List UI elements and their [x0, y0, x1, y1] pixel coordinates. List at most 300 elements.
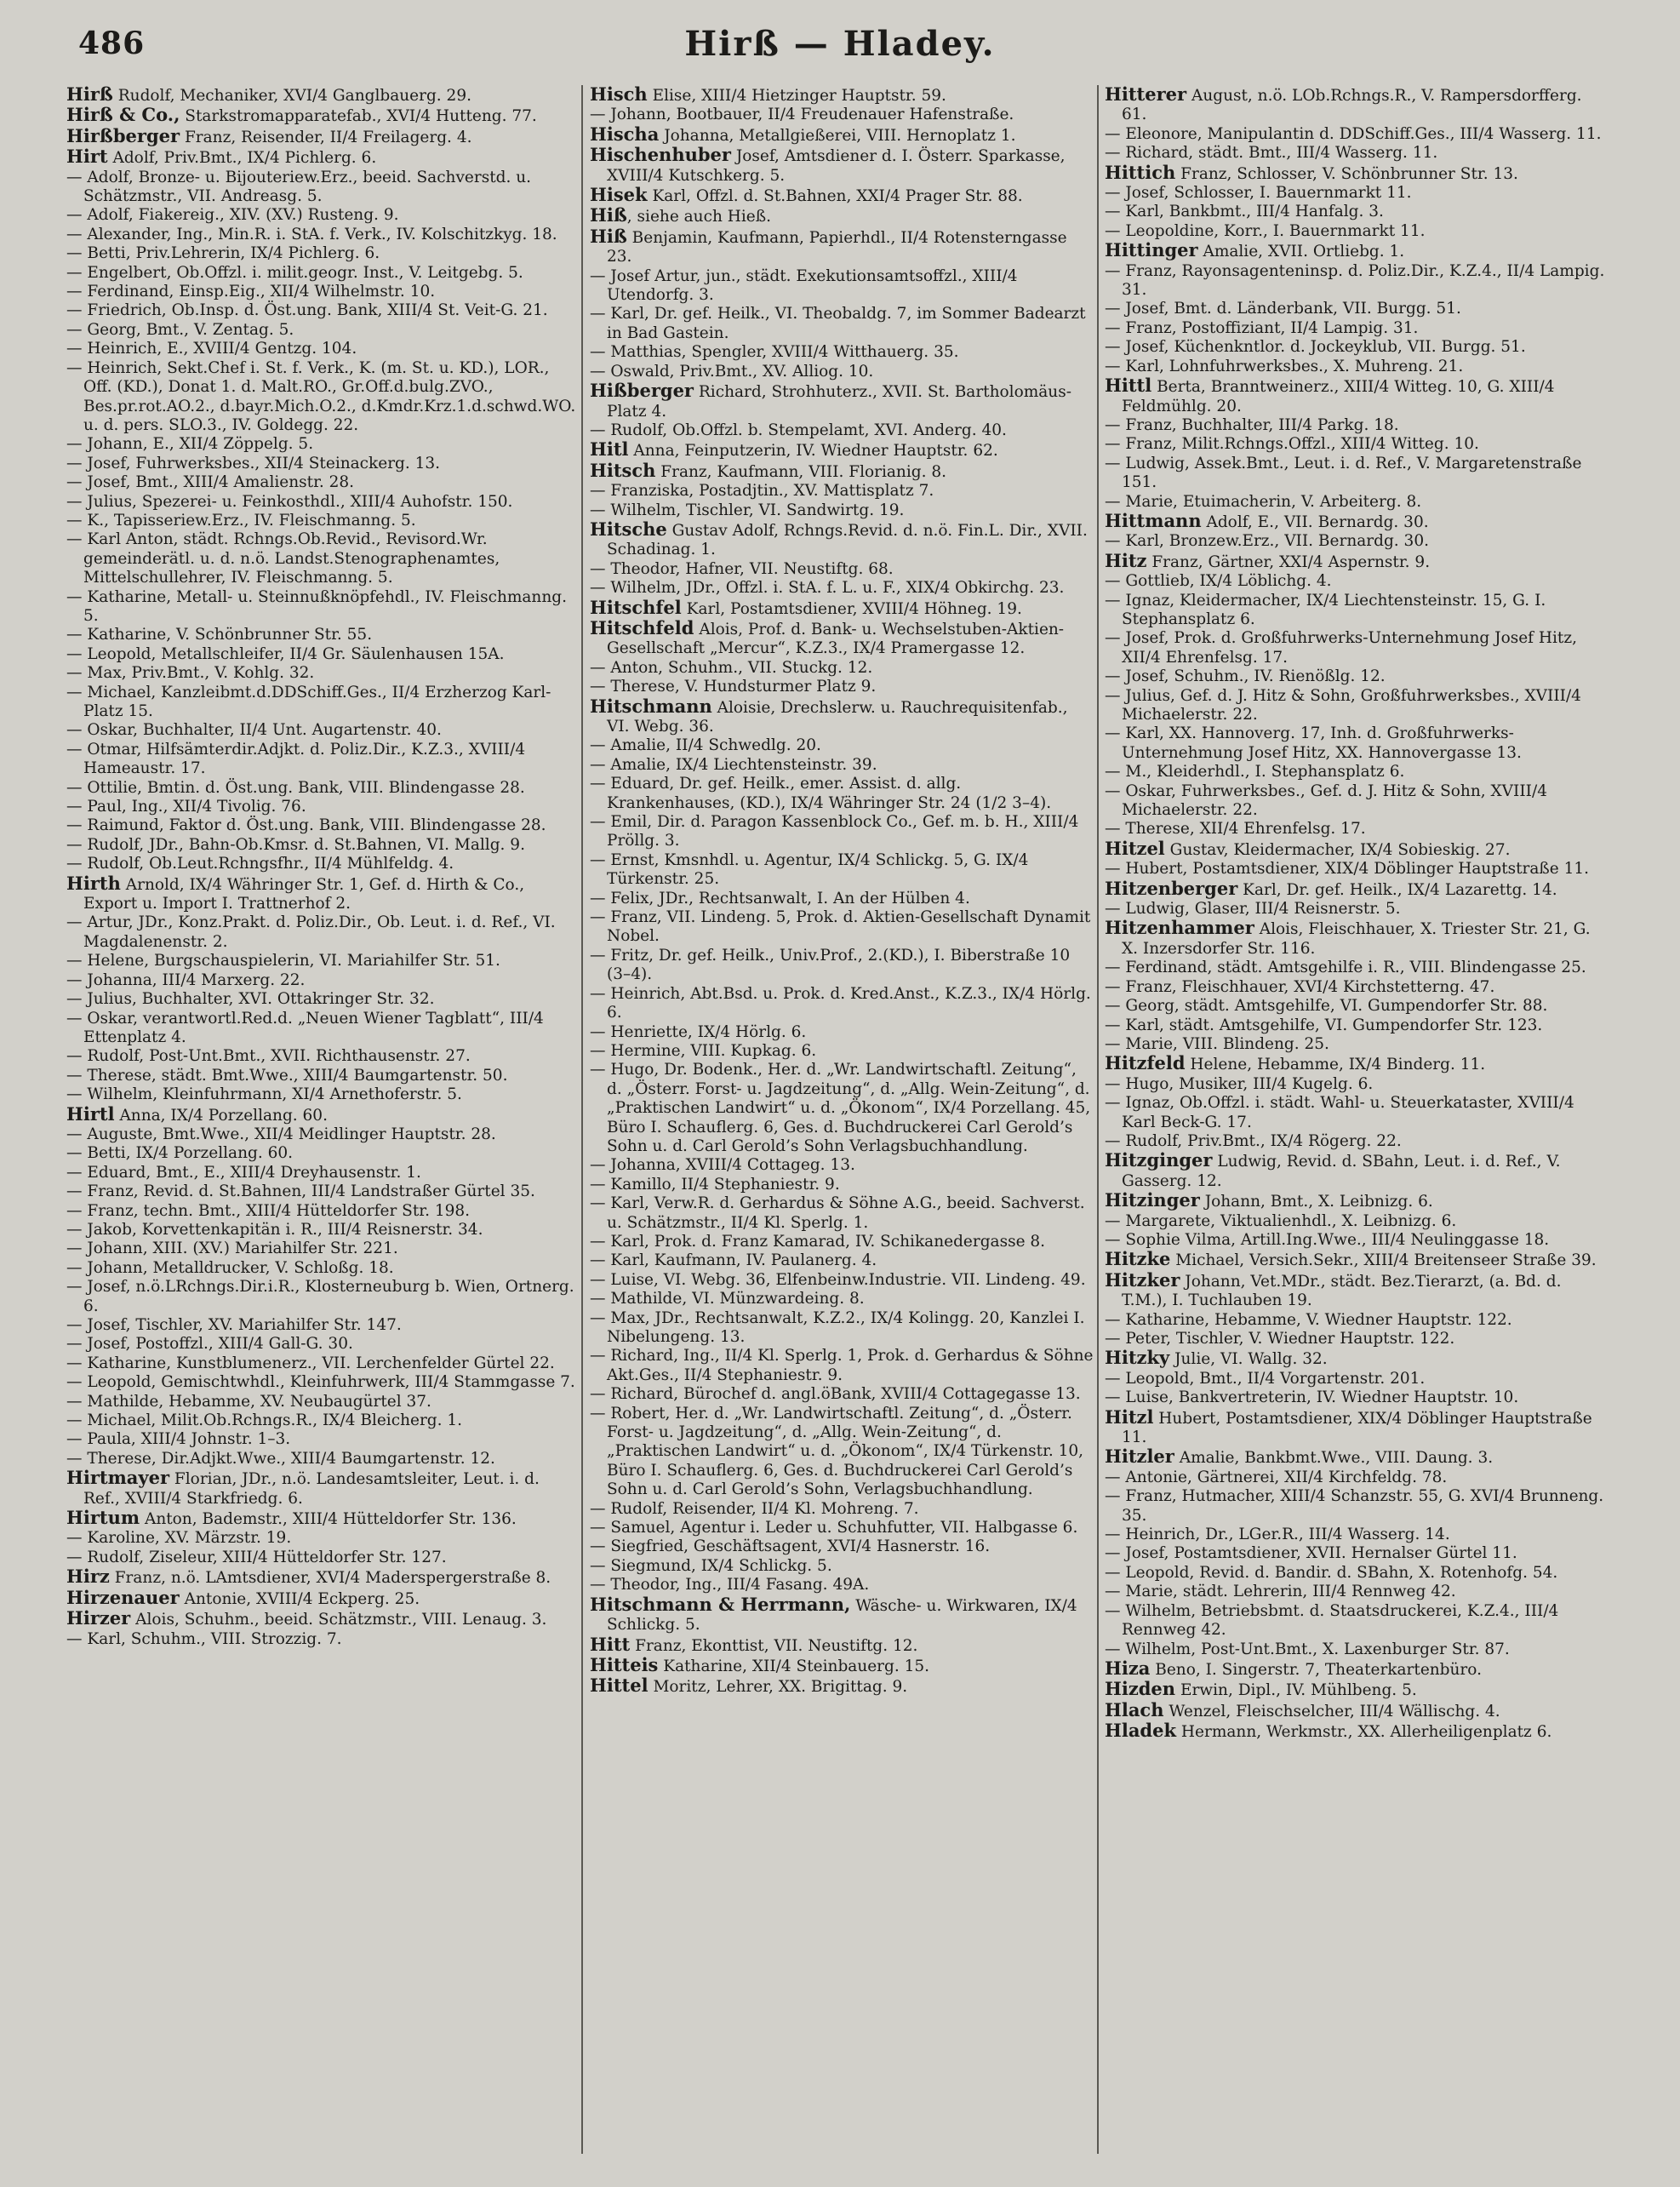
- entry-text: — Franz, Rayonsagenteninsp. d. Poliz.Dir., K.Z.4., II/4 Lampig. 31.: [1105, 261, 1605, 300]
- entry-headword: Hiza: [1105, 1657, 1151, 1679]
- entry-text: — Hugo, Musiker, III/4 Kugelg. 6.: [1105, 1074, 1374, 1093]
- directory-entry: [590, 775, 1094, 813]
- entry-text: — Karl, Schuhm., VIII. Strozzig. 7.: [66, 1629, 342, 1648]
- directory-entry: [590, 560, 1094, 579]
- entry-text: — Therese, Dir.Adjkt.Wwe., XIII/4 Baumgartenstr. 12.: [66, 1449, 495, 1468]
- entry-text: Anna, IX/4 Porzellang. 60.: [114, 1106, 328, 1125]
- directory-entry: [66, 1430, 577, 1449]
- entry-text: — Franz, techn. Bmt., XIII/4 Hütteldorfer Str. 198.: [66, 1201, 471, 1220]
- directory-entry: [1105, 667, 1610, 686]
- entry-text: — Betti, Priv.Lehrerin, IX/4 Pichlerg. 6.: [66, 244, 380, 263]
- directory-entry: [1105, 1151, 1610, 1191]
- directory-entry: [1105, 592, 1610, 630]
- entry-headword: Hittel: [590, 1675, 649, 1697]
- directory-entry: [66, 1411, 577, 1430]
- directory-entry: [590, 146, 1094, 186]
- directory-entry: [590, 1537, 1094, 1556]
- entry-text: — Josef, Bmt., XIII/4 Amalienstr. 28.: [66, 473, 355, 492]
- entry-text: Franz, n.ö. LAmtsdiener, XVI/4 Maderspergerstraße 8.: [109, 1569, 551, 1588]
- directory-entry: [1105, 1054, 1610, 1074]
- directory-entry: [1105, 1016, 1610, 1035]
- entry-text: — Richard, städt. Bmt., III/4 Wasserg. 11.: [1105, 144, 1438, 163]
- entry-text: — Leopoldine, Korr., I. Bauernmarkt 11.: [1105, 221, 1426, 240]
- entry-headword: Hlach: [1105, 1698, 1164, 1720]
- entry-text: Franz, Ekonttist, VII. Neustiftg. 12.: [630, 1636, 918, 1655]
- entry-text: Wäsche- u. Wirkwaren, IX/4 Schlickg. 5.: [607, 1596, 1077, 1635]
- entry-text: — Max, Priv.Bmt., V. Kohlg. 32.: [66, 664, 315, 683]
- entry-text: — Betti, IX/4 Porzellang. 60.: [66, 1144, 294, 1163]
- entry-headword: Hitl: [590, 438, 629, 461]
- entry-text: — Michael, Milit.Ob.Rchngs.R., IX/4 Bleicherg. 1.: [66, 1411, 463, 1430]
- directory-entry: [1105, 879, 1610, 900]
- entry-text: — Franz, Milit.Rchngs.Offzl., XIII/4 Witteg. 10.: [1105, 435, 1479, 454]
- entry-headword: Hitterer: [1105, 85, 1187, 105]
- entry-text: — Franz, Buchhalter, III/4 Parkg. 18.: [1105, 415, 1399, 434]
- directory-entry: [590, 1347, 1094, 1385]
- directory-entry: [1105, 687, 1610, 725]
- directory-entry: [66, 435, 577, 454]
- entry-text: Franz, Gärtner, XXI/4 Aspernstr. 9.: [1146, 552, 1431, 571]
- directory-entry: [1105, 572, 1610, 591]
- entry-text: — Raimund, Faktor d. Öst.ung. Bank, VIII. Blindengasse 28.: [66, 816, 546, 835]
- directory-entry: [590, 1635, 1094, 1656]
- entry-text: Erwin, Dipl., IV. Mühlbeng. 5.: [1175, 1681, 1417, 1700]
- entry-text: August, n.ö. LOb.Rchngs.R., V. Rampersdorfferg. 61.: [1122, 87, 1582, 124]
- entry-text: — Mathilde, VI. Münzwardeing. 8.: [590, 1290, 865, 1308]
- entry-text: — Therese, V. Hundsturmer Platz 9.: [590, 678, 877, 696]
- directory-entry: [1105, 222, 1610, 241]
- entry-text: — Johann, XIII. (XV.) Mariahilfer Str. 221.: [66, 1239, 398, 1258]
- directory-entry: [1105, 1659, 1610, 1680]
- directory-entry: [66, 1509, 577, 1529]
- entry-text: — Georg, städt. Amtsgehilfe, VI. Gumpendorfer Str. 88.: [1105, 997, 1548, 1016]
- directory-entry: [590, 1676, 1094, 1697]
- entry-text: — Adolf, Fiakereig., XIV. (XV.) Rusteng. 9.: [66, 206, 399, 225]
- directory-entry: [66, 1202, 577, 1221]
- directory-entry: [1105, 338, 1610, 357]
- directory-entry: [1105, 1680, 1610, 1700]
- directory-entry: [1105, 1544, 1610, 1563]
- entry-text: — Ludwig, Assek.Bmt., Leut. i. d. Ref., V. Margaretenstraße 151.: [1105, 454, 1582, 492]
- directory-entry: [66, 512, 577, 530]
- entry-text: — Robert, Her. d. „Wr. Landwirtschaftl. Zeitung“, d. „Österr. Forst- u. Jagdzeitung“, d. „Allg. Wein-Zeitung“, d. „Praktischen Landwirt“ u. d. „Ökonom“, IX/4 Türkenstr. 10, Büro I. Schauflerg. 6, Ges. d. Buchdruckerei Carl Gerold’s Sohn u. d. Carl Gerold’s Sohn, Verlagsbuchhandlung.: [590, 1404, 1084, 1499]
- directory-entry: [1105, 163, 1610, 184]
- directory-entry: [66, 741, 577, 779]
- entry-text: — Karl, Bronzew.Erz., VII. Bernardg. 30.: [1105, 532, 1429, 551]
- entry-text: — Karl Anton, städt. Rchngs.Ob.Revid., Revisord.Wr. gemeinderätl. u. d. n.ö. Landst.Stenographenamtes, Mittelschullehrer, IV. Fleischmanng. 5.: [66, 530, 500, 587]
- directory-entry: [66, 1586, 577, 1609]
- entry-text: Richard, Strohhuterz., XVII. St. Bartholomäus-Platz 4.: [607, 383, 1071, 421]
- directory-entry: [1105, 203, 1610, 221]
- directory-entry: [66, 816, 577, 835]
- directory-entry: [1105, 1370, 1610, 1388]
- entry-text: — Rudolf, Ziseleur, XIII/4 Hütteldorfer Str. 127.: [66, 1548, 447, 1566]
- directory-entry: [66, 990, 577, 1009]
- directory-entry: [66, 264, 577, 283]
- entry-text: — Katharine, Kunstblumenerz., VII. Lerchenfelder Gürtel 22.: [66, 1354, 555, 1372]
- entry-text: — Josef, Schlosser, I. Bauernmarkt 11.: [1105, 184, 1412, 203]
- directory-entry: [590, 756, 1094, 775]
- entry-text: , siehe auch Hieß.: [626, 208, 771, 226]
- directory-entry: [1105, 782, 1610, 821]
- directory-entry: [66, 1085, 577, 1104]
- directory-entry: [1105, 1564, 1610, 1583]
- directory-entry: [66, 1373, 577, 1392]
- directory-entry: [1105, 493, 1610, 512]
- directory-column-1: [66, 85, 577, 2162]
- directory-entry: [1105, 549, 1610, 572]
- directory-entry: [1105, 1602, 1610, 1640]
- entry-text: — Ferdinand, Einsp.Eig., XII/4 Wilhelmstr. 10.: [66, 283, 436, 301]
- entry-text: Michael, Versich.Sekr., XIII/4 Breitenseer Straße 39.: [1170, 1251, 1597, 1270]
- directory-entry: [1105, 724, 1610, 763]
- directory-entry: [1105, 919, 1610, 959]
- entry-text: Franz, Schlosser, V. Schönbrunner Str. 13.: [1175, 164, 1518, 183]
- directory-entry: [66, 85, 577, 106]
- directory-entry: [1105, 1447, 1610, 1468]
- entry-headword: Hittich: [1105, 161, 1176, 183]
- directory-entry: [1105, 125, 1610, 144]
- entry-text: — Adolf, Bronze- u. Bijouteriew.Erz., beeid. Sachverstd. u. Schätzmstr., VII. Andreasg. 5.: [66, 168, 532, 206]
- directory-entry: [590, 736, 1094, 755]
- entry-text: — Sophie Vilma, Artill.Ing.Wwe., III/4 Neulinggasse 18.: [1105, 1230, 1550, 1249]
- directory-entry: [590, 851, 1094, 890]
- entry-text: — Theodor, Hafner, VII. Neustiftg. 68.: [590, 559, 894, 578]
- directory-entry: [590, 482, 1094, 501]
- entry-text: Gustav, Kleidermacher, IX/4 Sobieskig. 27.: [1164, 840, 1511, 859]
- entry-headword: Hisch: [590, 85, 648, 105]
- entry-text: — Ottilie, Bmtin. d. Öst.ung. Bank, VIII. Blindengasse 28.: [66, 778, 525, 797]
- directory-entry: [66, 244, 577, 263]
- directory-entry: [66, 588, 577, 627]
- entry-text: Adolf, Priv.Bmt., IX/4 Pichlerg. 6.: [107, 149, 377, 168]
- entry-text: — Karoline, XV. Märzstr. 19.: [66, 1529, 292, 1548]
- entry-headword: Hitzky: [1105, 1347, 1170, 1369]
- entry-text: Hubert, Postamtsdiener, XIX/4 Döblinger Hauptstraße 11.: [1122, 1409, 1592, 1447]
- entry-headword: Hitzenberger: [1105, 877, 1238, 899]
- directory-entry: [66, 473, 577, 492]
- directory-entry: [66, 106, 577, 126]
- entry-text: — Gottlieb, IX/4 Löblichg. 4.: [1105, 572, 1332, 591]
- entry-headword: Hittinger: [1105, 239, 1198, 261]
- directory-entry: [590, 1042, 1094, 1061]
- entry-text: — Margarete, Viktualienhdl., X. Leibnizg. 6.: [1105, 1211, 1457, 1230]
- directory-entry: [590, 1156, 1094, 1175]
- directory-entry: [1105, 1075, 1610, 1094]
- entry-text: Johann, Bmt., X. Leibnizg. 6.: [1199, 1193, 1433, 1211]
- entry-headword: Hiß: [590, 204, 627, 226]
- directory-entry: [590, 206, 1094, 226]
- directory-entry: [1105, 1311, 1610, 1330]
- entry-headword: Hitzler: [1105, 1446, 1174, 1468]
- directory-entry: [66, 1102, 577, 1125]
- entry-headword: Hirß: [66, 85, 113, 105]
- directory-entry: [1105, 455, 1610, 493]
- directory-entry: [1105, 376, 1610, 416]
- directory-entry: [66, 1549, 577, 1567]
- directory-entry: [1105, 1191, 1610, 1211]
- directory-entry: [1105, 1583, 1610, 1601]
- entry-text: — Karl, Verw.R. d. Gerhardus & Söhne A.G., beeid. Sachverst. u. Schätzmstr., II/4 Kl. Sperlg. 1.: [590, 1194, 1085, 1232]
- directory-entry: [1105, 435, 1610, 454]
- directory-entry: [590, 501, 1094, 520]
- directory-entry: [590, 520, 1094, 560]
- directory-entry: [66, 321, 577, 340]
- entry-text: Berta, Branntweinerz., XIII/4 Witteg. 10, G. XIII/4 Feldmühlg. 20.: [1122, 378, 1555, 415]
- directory-entry: [590, 1023, 1094, 1042]
- entry-headword: Hitt: [590, 1633, 631, 1655]
- directory-entry: [66, 1278, 577, 1316]
- entry-text: Florian, JDr., n.ö. Landesamtsleiter, Leut. i. d. Ref., XVIII/4 Starkfriedg. 6.: [83, 1470, 540, 1508]
- entry-text: — Matthias, Spengler, XVIII/4 Witthauerg. 35.: [590, 343, 959, 362]
- entry-text: — Eleonore, Manipulantin d. DDSchiff.Ges., III/4 Wasserg. 11.: [1105, 124, 1602, 143]
- entry-text: — Katharine, V. Schönbrunner Str. 55.: [66, 626, 373, 644]
- entry-text: — Samuel, Agentur i. Leder u. Schuhfutter, VII. Halbgasse 6.: [590, 1519, 1078, 1537]
- entry-headword: Hitteis: [590, 1653, 659, 1675]
- directory-entry: [1105, 184, 1610, 203]
- entry-text: — Karl, Lohnfuhrwerksbes., X. Muhreng. 21.: [1105, 357, 1464, 375]
- entry-text: Wenzel, Fleischselcher, III/4 Wällischg. 4.: [1163, 1702, 1500, 1720]
- directory-entry: [590, 598, 1094, 619]
- directory-entry: [66, 359, 577, 436]
- entry-text: — Eduard, Dr. gef. Heilk., emer. Assist. d. allg. Krankenhauses, (KD.), IX/4 Währinger Str. 24 (1/2 3–4).: [590, 775, 1052, 812]
- entry-text: — Johanna, XVIII/4 Cottageg. 13.: [590, 1156, 855, 1175]
- directory-column-3: [1105, 85, 1610, 2162]
- directory-entry: [1105, 262, 1610, 301]
- entry-text: Helene, Hebamme, IX/4 Binderg. 11.: [1185, 1056, 1486, 1074]
- entry-text: — Karl, Prok. d. Franz Kamarad, IV. Schikanedergasse 8.: [590, 1232, 1046, 1251]
- directory-entry: [590, 1653, 1094, 1676]
- entry-text: — Fritz, Dr. gef. Heilk., Univ.Prof., 2.(KD.), I. Biberstraße 10 (3–4).: [590, 946, 1071, 984]
- directory-entry: [1105, 1468, 1610, 1487]
- directory-entry: [1105, 820, 1610, 839]
- entry-text: Alois, Prof. d. Bank- u. Wechselstuben-Aktien-Gesellschaft „Mercur“, K.Z.3., IX/4 Pramergasse 12.: [607, 620, 1065, 658]
- entry-text: — Antonie, Gärtnerei, XII/4 Kirchfeldg. 78.: [1105, 1468, 1448, 1486]
- entry-text: Benjamin, Kaufmann, Papierhdl., II/4 Rotensterngasse 23.: [607, 228, 1067, 266]
- entry-text: Aloisie, Drechslerw. u. Rauchrequisitenfab., VI. Webg. 36.: [607, 698, 1068, 736]
- entry-text: — Heinrich, E., XVIII/4 Gentzg. 104.: [66, 340, 357, 358]
- directory-entry: [66, 493, 577, 512]
- directory-entry: [1105, 509, 1610, 532]
- entry-text: — Wilhelm, Tischler, VI. Sandwirtg. 19.: [590, 501, 905, 519]
- entry-text: — Franziska, Postadjtin., XV. Mattisplatz 7.: [590, 482, 934, 501]
- entry-text: Adolf, E., VII. Bernardg. 30.: [1201, 512, 1429, 531]
- directory-entry: [66, 1164, 577, 1182]
- entry-headword: Hißberger: [590, 380, 694, 402]
- entry-text: — Ernst, Kmsnhdl. u. Agentur, IX/4 Schlickg. 5, G. IX/4 Türkenstr. 25.: [590, 850, 1029, 889]
- directory-entry: [590, 461, 1094, 482]
- directory-entry: [1105, 978, 1610, 997]
- entry-headword: Hitzenhammer: [1105, 917, 1254, 939]
- entry-text: Johanna, Metallgießerei, VIII. Hernoplatz 1.: [659, 126, 1016, 145]
- directory-entry: [590, 125, 1094, 146]
- entry-text: — Heinrich, Dr., LGer.R., III/4 Wasserg. 14.: [1105, 1526, 1450, 1544]
- entry-text: Karl, Offzl. d. St.Bahnen, XXI/4 Prager Str. 88.: [647, 187, 1023, 206]
- directory-entry: [590, 227, 1094, 267]
- directory-entry: [590, 1405, 1094, 1500]
- entry-text: Alois, Schuhm., beeid. Schätzmstr., VIII. Lenaug. 3.: [130, 1611, 547, 1629]
- entry-text: — Auguste, Bmt.Wwe., XII/4 Meidlinger Hauptstr. 28.: [66, 1125, 496, 1143]
- directory-entry: [1105, 1094, 1610, 1132]
- entry-headword: Hirzer: [66, 1607, 131, 1629]
- entry-text: Johann, Vet.MDr., städt. Bez.Tierarzt, (a. Bd. d. T.M.), I. Tuchlauben 19.: [1122, 1272, 1562, 1310]
- entry-text: — Oskar, Fuhrwerksbes., Gef. d. J. Hitz & Sohn, XVIII/4 Michaelerstr. 22.: [1105, 781, 1547, 820]
- entry-text: — Luise, Bankvertreterin, IV. Wiedner Hauptstr. 10.: [1105, 1388, 1519, 1407]
- entry-text: — Ignaz, Ob.Offzl. i. städt. Wahl- u. Steuerkataster, XVIII/4 Karl Beck-G. 17.: [1105, 1094, 1574, 1131]
- directory-entry: [1105, 85, 1610, 125]
- entry-headword: Hisek: [590, 184, 648, 206]
- directory-entry: [1105, 300, 1610, 318]
- directory-entry: [66, 626, 577, 644]
- entry-headword: Hizden: [1105, 1678, 1176, 1700]
- directory-entry: [590, 343, 1094, 362]
- entry-headword: Hitzker: [1105, 1268, 1180, 1291]
- directory-entry: [66, 1354, 577, 1373]
- entry-text: — Josef Artur, jun., städt. Exekutionsamtsoffzl., XIII/4 Utendorfg. 3.: [590, 266, 1018, 305]
- directory-entry: [590, 363, 1094, 381]
- entry-text: — Katharine, Metall- u. Steinnußknöpfehdl., IV. Fleischmanng. 5.: [66, 587, 567, 625]
- directory-entry: [66, 455, 577, 473]
- entry-headword: Hittmann: [1105, 509, 1202, 531]
- entry-text: — Anton, Schuhm., VII. Stuckg. 12.: [590, 658, 873, 677]
- directory-entry: [590, 267, 1094, 306]
- directory-entry: [590, 813, 1094, 851]
- entry-text: Julie, VI. Wallg. 32.: [1169, 1350, 1328, 1369]
- entry-text: — M., Kleiderhdl., I. Stephansplatz 6.: [1105, 763, 1405, 781]
- directory-entry: [1105, 1721, 1610, 1742]
- entry-text: Starkstromapparatefab., XVI/4 Hutteng. 77.: [180, 107, 537, 126]
- directory-entry: [66, 530, 577, 587]
- directory-entry: [590, 1061, 1094, 1156]
- directory-entry: [1105, 1408, 1610, 1448]
- entry-headword: Hitzel: [1105, 837, 1165, 859]
- entry-text: — Katharine, Hebamme, V. Wiedner Hauptstr. 122.: [1105, 1310, 1512, 1329]
- directory-entry: [590, 890, 1094, 908]
- directory-entry: [66, 874, 577, 914]
- entry-text: — Josef, Postoffzl., XIII/4 Gall-G. 30.: [66, 1335, 353, 1354]
- entry-text: — Friedrich, Ob.Insp. d. Öst.ung. Bank, XIII/4 St. Veit-G. 21.: [66, 301, 548, 320]
- entry-headword: Hirtum: [66, 1507, 140, 1529]
- directory-entry: [590, 678, 1094, 696]
- entry-text: — Johanna, III/4 Marxerg. 22.: [66, 970, 306, 989]
- directory-entry: [590, 908, 1094, 947]
- entry-text: Amalie, Bankbmt.Wwe., VIII. Daung. 3.: [1174, 1449, 1494, 1468]
- directory-entry: [590, 659, 1094, 678]
- directory-entry: [1105, 319, 1610, 338]
- directory-entry: [1105, 860, 1610, 879]
- entry-text: — Siegmund, IX/4 Schlickg. 5.: [590, 1556, 832, 1575]
- entry-text: — Wilhelm, Post-Unt.Bmt., X. Laxenburger Str. 87.: [1105, 1640, 1510, 1658]
- directory-entry: [66, 1067, 577, 1085]
- entry-text: Beno, I. Singerstr. 7, Theaterkartenbüro.: [1150, 1660, 1482, 1679]
- entry-text: — Franz, Hutmacher, XIII/4 Schanzstr. 55, G. XVI/4 Brunneng. 35.: [1105, 1487, 1604, 1525]
- entry-text: Karl, Postamtsdiener, XVIII/4 Höhneg. 19.: [681, 599, 1022, 618]
- entry-text: — Leopold, Gemischtwhdl., Kleinfuhrwerk, III/4 Stammgasse 7.: [66, 1373, 575, 1392]
- entry-headword: Hitzfeld: [1105, 1052, 1186, 1074]
- entry-text: — Josef, Schuhm., IV. Rienößlg. 12.: [1105, 667, 1386, 686]
- entry-text: — Wilhelm, JDr., Offzl. i. StA. f. L. u. F., XIX/4 Obkirchg. 23.: [590, 579, 1065, 598]
- entry-text: — Karl, Bankbmt., III/4 Hanfalg. 3.: [1105, 203, 1384, 221]
- entry-headword: Hirtmayer: [66, 1467, 170, 1489]
- entry-text: — Franz, Fleischhauer, XVI/4 Kirchstetterng. 47.: [1105, 977, 1495, 996]
- directory-entry: [590, 1194, 1094, 1233]
- directory-entry: [66, 645, 577, 664]
- directory-entry: [1105, 241, 1610, 261]
- directory-entry: [66, 1630, 577, 1649]
- directory-entry: [1105, 1268, 1610, 1311]
- directory-entry: [66, 124, 577, 147]
- directory-entry: [66, 1609, 577, 1629]
- directory-entry: [1105, 959, 1610, 977]
- directory-entry: [66, 952, 577, 970]
- directory-entry: [590, 440, 1094, 461]
- entry-headword: Hirz: [66, 1566, 110, 1588]
- directory-entry: [1105, 1231, 1610, 1250]
- entry-text: — Wilhelm, Kleinfuhrmann, XI/4 Arnethoferstr. 5.: [66, 1085, 462, 1104]
- directory-entry: [1105, 1640, 1610, 1659]
- directory-entry: [66, 1450, 577, 1468]
- entry-text: — Michael, Kanzleibmt.d.DDSchiff.Ges., II/4 Erzherzog Karl-Platz 15.: [66, 683, 551, 720]
- entry-text: — Amalie, II/4 Schwedlg. 20.: [590, 736, 821, 755]
- entry-headword: Hitschmann: [590, 695, 712, 717]
- entry-text: — Julius, Gef. d. J. Hitz & Sohn, Großfuhrwerksbes., XVIII/4 Michaelerstr. 22.: [1105, 686, 1581, 724]
- entry-text: — Rudolf, Ob.Leut.Rchngsfhr., II/4 Mühlfeldg. 4.: [66, 855, 454, 873]
- directory-entry: [1105, 1250, 1610, 1270]
- entry-text: — Wilhelm, Betriebsbmt. d. Staatsdruckerei, K.Z.4., III/4 Rennweg 42.: [1105, 1601, 1559, 1640]
- directory-entry: [590, 985, 1094, 1023]
- directory-entry: [590, 1385, 1094, 1404]
- directory-entry: [66, 1182, 577, 1201]
- directory-entry: [1105, 1388, 1610, 1407]
- entry-text: — Franz, VII. Lindeng. 5, Prok. d. Aktien-Gesellschaft Dynamit Nobel.: [590, 908, 1091, 946]
- entry-text: — Felix, JDr., Rechtsanwalt, I. An der Hülben 4.: [590, 889, 970, 907]
- entry-headword: Hittl: [1105, 375, 1152, 397]
- directory-entry: [590, 1271, 1094, 1290]
- entry-text: — Leopold, Revid. d. Bandir. d. SBahn, X. Rotenhofg. 54.: [1105, 1563, 1558, 1582]
- directory-entry: [66, 1221, 577, 1239]
- entry-text: Antonie, XVIII/4 Eckperg. 25.: [179, 1589, 420, 1608]
- directory-entry: [66, 226, 577, 244]
- entry-text: — Josef, Fuhrwerksbes., XII/4 Steinackerg. 13.: [66, 454, 441, 472]
- entry-text: Karl, Dr. gef. Heilk., IX/4 Lazarettg. 14.: [1237, 880, 1557, 899]
- entry-headword: Hirßberger: [66, 124, 180, 146]
- entry-text: — Rudolf, Reisender, II/4 Kl. Mohreng. 7.: [590, 1499, 919, 1518]
- directory-entry: [1105, 900, 1610, 919]
- directory-entry: [66, 340, 577, 358]
- entry-text: — Alexander, Ing., Min.R. i. StA. f. Verk., IV. Kolschitzkyg. 18.: [66, 225, 557, 243]
- directory-entry: [66, 147, 577, 168]
- entry-text: — Henriette, IX/4 Hörlg. 6.: [590, 1022, 807, 1041]
- entry-text: Franz, Kaufmann, VIII. Florianig. 8.: [655, 462, 947, 481]
- entry-text: Moritz, Lehrer, XX. Brigittag. 9.: [648, 1678, 908, 1697]
- directory-entry: [1105, 1035, 1610, 1054]
- directory-entry: [590, 305, 1094, 343]
- directory-entry: [1105, 997, 1610, 1016]
- entry-text: Anna, Feinputzerin, IV. Wiedner Hauptstr. 62.: [628, 442, 998, 461]
- entry-text: — Karl, städt. Amtsgehilfe, VI. Gumpendorfer Str. 123.: [1105, 1016, 1543, 1034]
- directory-entry: [66, 1144, 577, 1163]
- directory-entry: [66, 1393, 577, 1411]
- entry-text: Franz, Reisender, II/4 Freilagerg. 4.: [180, 128, 472, 146]
- entry-text: — Josef, Postamtsdiener, XVII. Hernalser Gürtel 11.: [1105, 1544, 1517, 1563]
- directory-entry: [66, 798, 577, 816]
- entry-text: — Theodor, Ing., III/4 Fasang. 49A.: [590, 1576, 870, 1594]
- entry-text: — Richard, Bürochef d. angl.öBank, XVIII/4 Cottagegasse 13.: [590, 1385, 1081, 1404]
- entry-text: — Oskar, verantwortl.Red.d. „Neuen Wiener Tagblatt“, III/4 Ettenplatz 4.: [66, 1009, 544, 1046]
- entry-text: — Luise, VI. Webg. 36, Elfenbeinw.Industrie. VII. Lindeng. 49.: [590, 1270, 1086, 1289]
- entry-text: — Josef, Bmt. d. Länderbank, VII. Burgg. 51.: [1105, 300, 1461, 318]
- entry-text: — Franz, Revid. d. St.Bahnen, III/4 Landstraßer Gürtel 35.: [66, 1182, 535, 1201]
